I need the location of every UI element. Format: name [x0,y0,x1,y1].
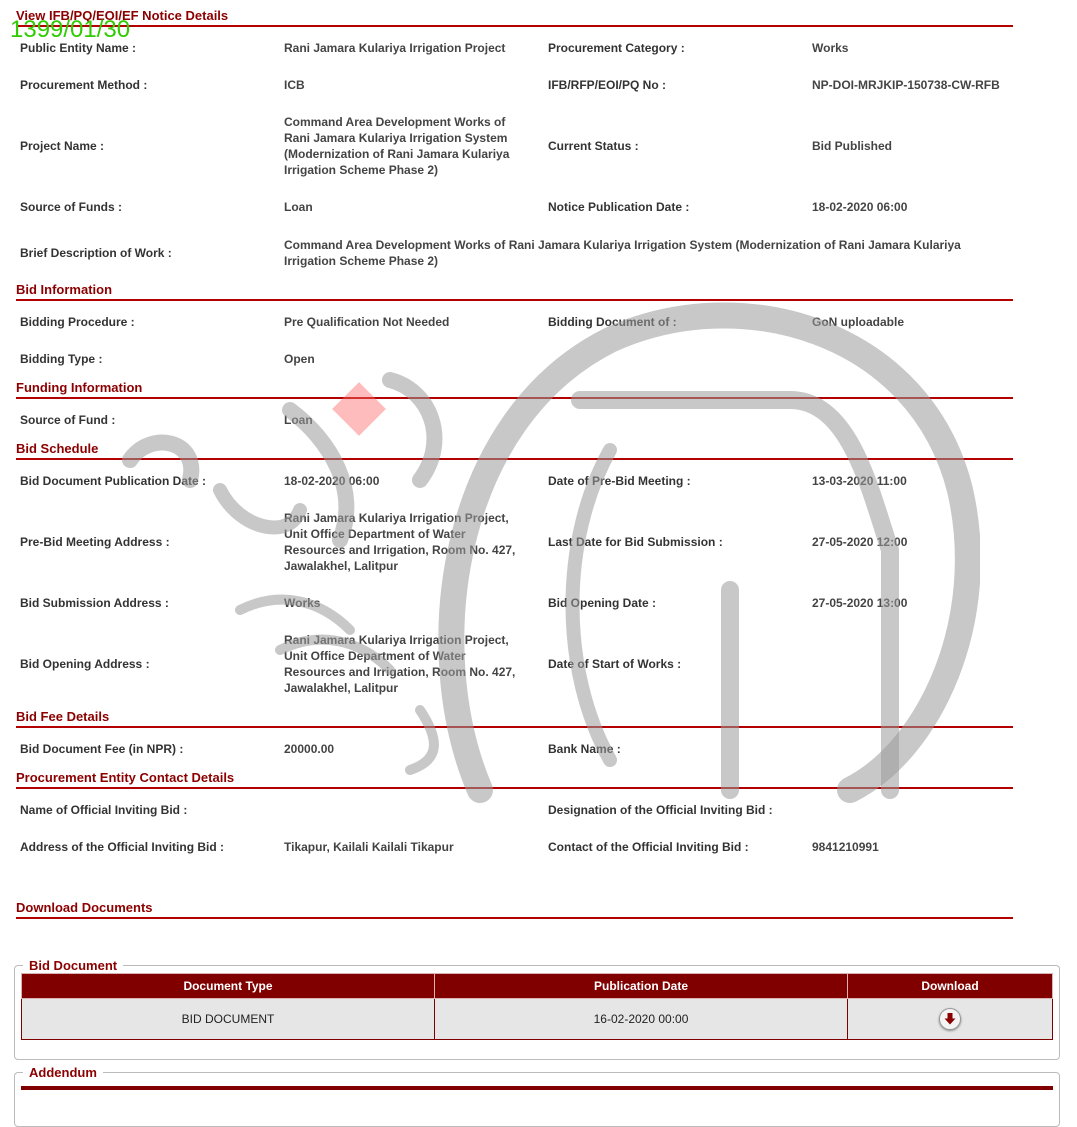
bid-opening-address-value: Rani Jamara Kulariya Irrigation Project, Unit Office Department of Water Resources and Irrigation, Room No. 427, Jawalakhel, Lalitpur [284,633,516,695]
bid-submission-address-value: Works [284,596,321,610]
bid-document-publication-date-value: 18-02-2020 06:00 [284,474,380,488]
bid-opening-date-label: Bid Opening Date : [548,596,656,610]
bidding-procedure-value: Pre Qualification Not Needed [284,315,450,329]
watermark-logo-icon [90,290,980,810]
procurement-method-value: ICB [284,78,305,92]
column-header-download: Download [848,974,1053,999]
brief-description-label: Brief Description of Work : [20,246,172,260]
bidding-type-label: Bidding Type : [20,352,103,366]
document-type-cell: BID DOCUMENT [22,999,435,1040]
last-date-bid-submission-value: 27-05-2020 12:00 [812,535,908,549]
date-stamp: 1399/01/30 [10,16,131,43]
official-name-label: Name of Official Inviting Bid : [20,803,188,817]
bid-opening-date-value: 27-05-2020 13:00 [812,596,908,610]
bid-submission-address-label: Bid Submission Address : [20,596,169,610]
procurement-category-value: Works [812,41,849,55]
ifb-number-value: NP-DOI-MRJKIP-150738-CW-RFB [812,78,1000,92]
source-of-fund-label: Source of Fund : [20,413,116,427]
column-header-document-type: Document Type [22,974,435,999]
official-address-label: Address of the Official Inviting Bid : [20,840,225,854]
pre-bid-meeting-date-value: 13-03-2020 11:00 [812,474,907,488]
pre-bid-meeting-address-value: Rani Jamara Kulariya Irrigation Project, Unit Office Department of Water Resources and Irrigation, Room No. 427, Jawalakhel, Lalitpur [284,511,516,573]
bid-document-fee-value: 20000.00 [284,742,335,756]
ifb-number-label: IFB/RFP/EOI/PQ No : [548,78,667,92]
addendum-fieldset [14,1065,1060,1127]
bid-document-legend: Bid Document [29,958,118,973]
project-name-value: Command Area Development Works of Rani Jamara Kulariya Irrigation System (Modernization of Rani Jamara Kulariya Irrigation Scheme Phase 2) [284,115,510,177]
official-designation-label: Designation of the Official Inviting Bid : [548,803,773,817]
download-icon[interactable] [939,1008,961,1030]
source-of-funds-label: Source of Funds : [20,200,122,214]
notice-publication-date-value: 18-02-2020 06:00 [812,200,908,214]
bank-name-label: Bank Name : [548,742,621,756]
table-header-row [22,974,1053,999]
bid-document-fee-label: Bid Document Fee (in NPR) : [20,742,184,756]
addendum-legend: Addendum [29,1065,97,1080]
date-start-of-works-label: Date of Start of Works : [548,657,682,671]
section-funding-information-title: Funding Information [16,380,1013,399]
publication-date-cell: 16-02-2020 00:00 [435,999,848,1040]
procurement-method-label: Procurement Method : [20,78,148,92]
public-entity-value: Rani Jamara Kulariya Irrigation Project [284,41,506,55]
table-row [22,999,1053,1040]
section-download-documents-title: Download Documents [16,900,1013,919]
current-status-value: Bid Published [812,139,893,153]
bidding-type-value: Open [284,352,315,366]
bidding-procedure-label: Bidding Procedure : [20,315,135,329]
official-contact-label: Contact of the Official Inviting Bid : [548,840,749,854]
section-bid-schedule-title: Bid Schedule [16,441,1013,460]
public-entity-label: Public Entity Name : [20,41,137,55]
procurement-category-label: Procurement Category : [548,41,685,55]
official-contact-value: 9841210991 [812,840,879,854]
project-name-label: Project Name : [20,139,105,153]
official-address-value: Tikapur, Kailali Kailali Tikapur [284,840,454,854]
section-notice-title: View IFB/PQ/EOI/EF Notice Details [16,8,1013,27]
section-bid-information-title: Bid Information [16,282,1013,301]
source-of-funds-value: Loan [284,200,313,214]
bid-opening-address-label: Bid Opening Address : [20,657,150,671]
addendum-table-header-edge [21,1086,1053,1090]
download-cell [848,999,1053,1040]
current-status-label: Current Status : [548,139,639,153]
pre-bid-meeting-date-label: Date of Pre-Bid Meeting : [548,474,691,488]
bid-document-fieldset [14,958,1060,1060]
bid-document-publication-date-label: Bid Document Publication Date : [20,474,207,488]
column-header-publication-date: Publication Date [435,974,848,999]
last-date-bid-submission-label: Last Date for Bid Submission : [548,535,723,549]
notice-publication-date-label: Notice Publication Date : [548,200,690,214]
bidding-document-of-label: Bidding Document of : [548,315,677,329]
bidding-document-of-value: GoN uploadable [812,315,905,329]
source-of-fund-value: Loan [284,413,313,427]
bid-document-table [21,973,1053,1040]
section-contact-title: Procurement Entity Contact Details [16,770,1013,789]
section-bid-fee-title: Bid Fee Details [16,709,1013,728]
pre-bid-meeting-address-label: Pre-Bid Meeting Address : [20,535,170,549]
brief-description-value: Command Area Development Works of Rani Jamara Kulariya Irrigation System (Modernization of Rani Jamara Kulariya Irrigation Scheme Phase 2) [284,238,961,268]
